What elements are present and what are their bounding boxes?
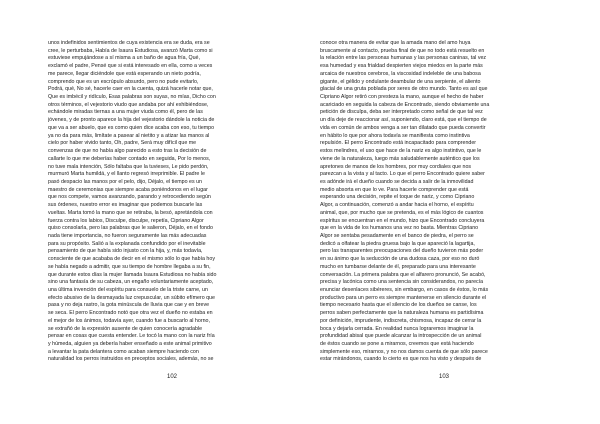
text-line: el mejor de los ánimos, todavía ayer, cuando fue a buscarlo al horno,	[48, 317, 210, 324]
text-line: acariciado en seguida la cabeza de Encontrado, siendo obviamente una	[320, 101, 490, 108]
text-line: medio absorta en que lo ve. Para hacerle comprender que está	[320, 186, 469, 193]
text-line: petición de disculpa, deba ser interpretado como señal de que tal vez	[320, 109, 483, 116]
text-line: echándole miradas tiernas a una mujer viuda como él, pero de las	[48, 109, 203, 116]
text-line: animal, que, por mucho que se pretenda, es el más lógico de cuantos	[320, 209, 484, 216]
text-line: pensamiento de que había sido injusto con la hija, y, más todavía,	[48, 248, 203, 255]
text-line: que nos compete, vamos avanzando, parando y retrocediendo según	[48, 194, 211, 201]
text-line: tiempo necesario hasta que el silencio de los dueños se canse, los	[320, 302, 477, 309]
text-line: que en la vida de los humanos una vez no basta. Mientras Cipriano	[320, 225, 479, 232]
text-line: comprendo que es un escrúpulo absurdo, pero no pude evitarlo,	[48, 78, 199, 85]
text-line: glacial de una gruta poblada por seres de otro mundo. Tanto es así que	[320, 86, 488, 93]
text-line: productivo para un perro es siempre mantenerse en silencio durante el	[320, 294, 487, 301]
text-line: conoce otra manera de evitar que la amada mano del amo huya	[320, 40, 471, 46]
text-line: dedicó a olfatear la piedra gruesa bajo la que apareció la lagartija,	[320, 240, 475, 247]
text-line: por definición, imprudente, indiscreta, chismosa, incapaz de cerrar la	[320, 317, 482, 324]
text-line: de éstos cuando se pone a mirarnos, creemos que está haciendo	[320, 341, 474, 348]
text-line: se extrañó de la expresión ausente de quien conocería agradable	[48, 325, 203, 332]
text-line: sus órdenes, nuestro error es imaginar que podemos buscarle las	[48, 202, 203, 209]
text-line: que durante estos días la mujer llamada Isaura Estudiosa no había sido	[48, 271, 217, 278]
text-line: fuerza contra los labios, Disculpe, disculpe, repetía, Cipriano Algor	[48, 217, 204, 224]
text-line: se seca. El perro Encontrado notó que otra vez el dueño no estaba en	[48, 310, 213, 317]
text-line: efecto abusivo de la desmayada luz crepuscular, un súbito efímero que	[48, 294, 215, 301]
text-line: bruscamente al contacto, prueba final de que no todo está resuelto en	[320, 47, 485, 54]
text-line: a levantar la pata delantera como acaban siempre haciendo con	[48, 348, 199, 355]
text-line: una última invención del espíritu para consuelo de la triste carne, un	[48, 287, 208, 293]
text-line: ya no da para más, limítate a pasear al nietito y a atizar las manos al	[48, 132, 210, 139]
page-number-left: 102	[166, 374, 177, 380]
text-line: cree, le perturbaba, Había de Isaura Estudiosa, avanzó Marta como si	[48, 47, 213, 54]
text-line: simplemente eso, mirarnos, y no nos damos cuenta de que sólo parece	[320, 348, 488, 355]
text-line: naturalidad los perros instruidos en preceptos sociales, además, no se	[48, 356, 214, 363]
text-line: estuviese empujándose a sí misma a un baño de agua fría, Qué,	[48, 55, 200, 62]
right-page	[320, 40, 568, 364]
text-line: en su ánimo que la seducción de una dudosa caza, por eso no duró	[320, 256, 480, 263]
text-line: enunciar desenlaces sibéreres, sin embargo, en casos de éstos, lo más	[320, 287, 489, 293]
text-line: estar mirándonos, cuando lo cierto es que nos ha visto y después de	[320, 356, 482, 363]
text-line: Algor, a continuación, comenzó a andar hacia el horno, el espíritu	[320, 202, 474, 209]
text-line: consciente de que acababa de decir en el mismo sólo lo que había hoy	[48, 256, 215, 263]
text-line: vida en común de ambos venga a ser tan dilatado que pueda convertir	[320, 124, 486, 131]
left-page	[48, 40, 296, 364]
text-line: parezcan a la vista y al tacto. Lo que el perro Encontrado quiere saber	[320, 171, 485, 178]
text-line: cielo por haber vivido tanto, Oh, padre, Será muy difícil que me	[48, 140, 197, 147]
text-line: sino una fantasía de su cabeza, un engaño voluntariamente aceptado,	[48, 279, 214, 286]
text-line: para su propósito. Salió a la explanada confundido por el inevitable	[48, 240, 206, 247]
text-line: es adónde irá el dueño cuando se decida a salir de la inmovilidad	[320, 178, 474, 185]
text-line: Que es imbécil y ridículo, Esas palabras son suyas, no mías, Dicho con	[48, 94, 216, 101]
text-line: en hábito lo que por ahora todavía se manifiesta como instintiva	[320, 132, 470, 139]
text-line: me parece, llegar diciéndole que está esperando un nieto podría,	[48, 70, 201, 77]
text-line: boca y dejarla cerrada. En realidad nunca lograremos imaginar la	[320, 325, 474, 332]
text-line: que va a ser abuelo, que es como quien dice acaba con eso, tu tiempo	[48, 124, 215, 131]
text-line: jóvenes, y de pronto aparece la hija del vejestorio dándole la noticia de	[48, 117, 215, 124]
text-line: Cipriano Algor retiró con presteza la mano, aunque el hecho de haber	[320, 94, 484, 101]
text-line: callarte lo que me deberías haber contado en seguida, Por lo menos,	[48, 155, 211, 162]
text-line: exclamó el padre, Pensé que si está interesado en ella, como a veces	[48, 63, 213, 70]
text-line: otros términos, el vejestorio viudo que andaba por ahí exhibiéndose,	[48, 101, 209, 108]
text-line: perros saben perfectamente que la naturaleza humana es partidísima	[320, 310, 484, 317]
text-line: espíritus se encuentran en el mundo, hizo que Encontrado concluyera	[320, 217, 485, 224]
text-line: conversación. La primera palabra que el alfarero pronunció, Se acabó,	[320, 271, 486, 278]
text-line: y húmeda, alguien ya debería haber enseñado a este animal primitivo	[48, 341, 212, 348]
text-line: no tuve mala intención, Sólo faltaba que la tuvieses, Le pido perdón,	[48, 163, 209, 170]
right-page-text	[320, 40, 568, 364]
text-line: se había negado a admitir, que su tiempo de hombre llegaba a su fin,	[48, 263, 211, 270]
text-line: pasó despacio las manos por el pelo, dijo, Déjalo, el tiempo es un	[48, 178, 202, 185]
text-line: viene de la naturaleza, luego más saludablemente auténtico que los	[320, 155, 480, 162]
text-line: pasa y no deja rastro, la gota minúscula de lluvia que cae y en breve	[48, 302, 210, 309]
text-line: un día deje de reaccionar así, suponiendo, claro está, que el tiempo de	[320, 117, 487, 124]
text-line: nada tiene importancia, no fueron seguramente las más adecuadas	[48, 232, 207, 239]
text-line: esperando una decisión, repite el toque de nariz, y como Cipriano	[320, 194, 475, 201]
text-line: convenzas de que no había algo parecido a esto tras la decisión de	[48, 148, 207, 155]
text-line: Algor se sentaba pesadamente en el banco de piedra, el perro se	[320, 232, 474, 239]
left-page-text	[48, 40, 296, 364]
text-line: maestro de ceremonias que siempre acaba poniéndonos en el lugar	[48, 186, 208, 193]
text-line: quiso consolarla, pero las palabras que le salieron, Déjalo, en el fondo	[48, 225, 213, 232]
text-line: pero las transparentes preocupaciones del dueño tuvieron más poder	[320, 248, 484, 255]
page-number-right: 103	[438, 374, 449, 380]
text-line: vueltas. Marta tomó la mano que se retiraba, la besó, apretándola con	[48, 209, 213, 216]
text-line: gigante, el gélido y ondulante deambular de una serpiente, el aliento	[320, 78, 481, 85]
text-line: arcaica de nuestros cerebros, la viscosidad indeleble de una babosa	[320, 70, 481, 77]
text-line: unos indefinidos sentimientos de cuya existencia era se duda, era se	[48, 40, 210, 46]
text-line: pensar en cosas que cuesta entender. Le tocó la mano con la nariz fría	[48, 333, 215, 340]
text-line: profundidad abisal que puede alcanzar la introspección de un animal	[320, 333, 482, 340]
text-line: mucho en tumbarse delante de él, preparado para una interesante	[320, 263, 476, 270]
text-line: la relación entre las personas humanas y las personas caninas, tal vez	[320, 55, 487, 62]
text-line: repulsión. El perro Encontrado está incapacitado para comprender	[320, 140, 477, 147]
text-line: apretones de manos de los hombres, por muy cordiales que nos	[320, 163, 472, 170]
text-line: estos melindres, el uso que hace de la nariz es algo instintivo, que le	[320, 148, 482, 155]
text-line: murmuró Marta humildá, y el llanto regresó irreprimible. El padre le	[48, 171, 205, 178]
text-line: precisa y lacónica como una sentencia sin considerandos, no parecía	[320, 279, 484, 286]
text-line: esa humedad y esa frialdad despierten viejos miedos en la parte más	[320, 63, 483, 70]
text-line: Podrá, qué, No sé, hacerle caer en la cuenta, quizá hacerle notar que,	[48, 86, 213, 93]
